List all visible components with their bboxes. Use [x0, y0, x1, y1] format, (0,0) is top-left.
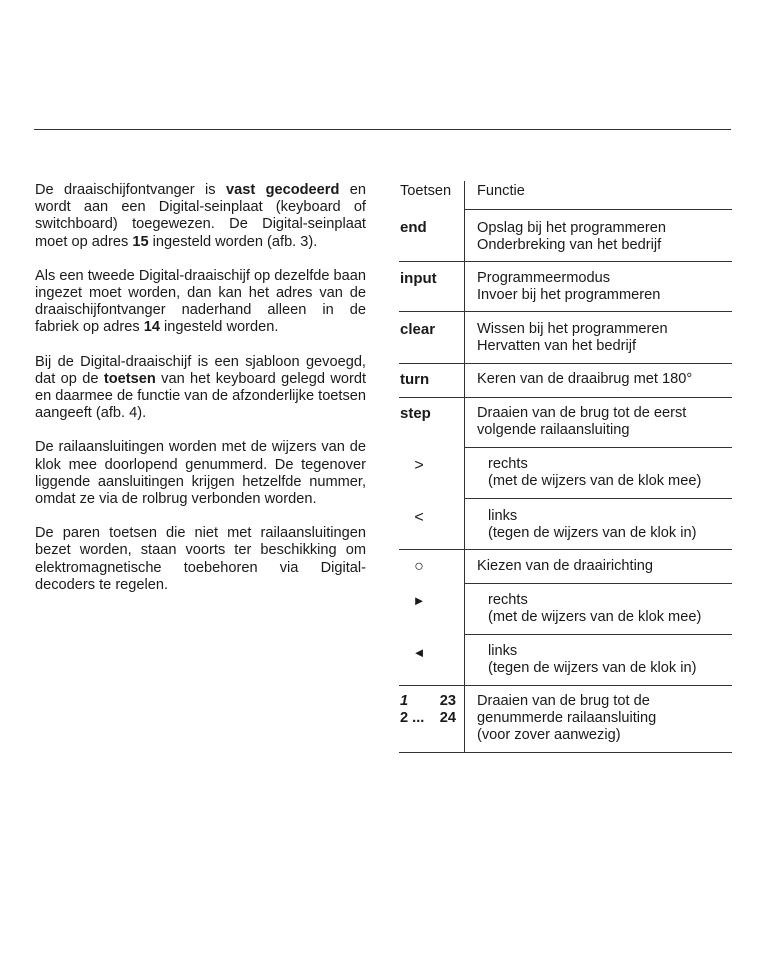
key-circle: ○	[414, 558, 424, 575]
row-rule	[399, 261, 732, 262]
key-clear: clear	[400, 321, 436, 338]
function-step: Draaien van de brug tot de eerst volgende railaansluiting	[477, 405, 687, 439]
function-turn: Keren van de draaibrug met 180°	[477, 371, 693, 387]
text-run: ingesteld worden.	[159, 319, 279, 336]
text-run: van het keyboard gelegd wordt en daarmee de functie van de afzonderlijke toetsen aangeeft (afb. 4).	[35, 370, 367, 422]
text-run: De draaischijfontvanger is	[35, 182, 226, 198]
key-left-arrow: ◄	[412, 645, 426, 660]
function-less-than: links (tegen de wijzers van de klok in)	[488, 508, 697, 542]
sub-row-rule	[465, 498, 732, 499]
body-text	[35, 182, 366, 611]
row-rule	[399, 549, 732, 550]
paragraph-spare-keys	[35, 525, 366, 594]
top-rule	[34, 129, 731, 130]
text-run: en wordt aan een Digital-seinplaat (keyboard of switchboard) toegewezen. De Digital-seinplaat moet op adres	[35, 182, 366, 250]
function-numbers: Draaien van de brug tot de genummerde railaansluiting (voor zover aanwezig)	[477, 693, 657, 744]
key-function-table	[399, 181, 732, 753]
emphasis-text: 15	[132, 233, 149, 250]
sub-row-rule	[465, 583, 732, 584]
row-rule	[399, 363, 732, 364]
function-end: Opslag bij het programmeren Onderbreking van het bedrijf	[477, 220, 666, 254]
function-clear: Wissen bij het programmeren Hervatten van het bedrijf	[477, 321, 668, 355]
text-run: Bij de Digital-draaischijf is een sjabloon gevoegd, dat op de	[35, 353, 366, 387]
text-run: De railaansluitingen worden met de wijzers van de klok mee doorlopend genummerd. De tegenover liggende aansluitingen krijgen hetzelfde nummer, omdat ze via de rolbrug verbonden worden.	[35, 439, 366, 508]
sub-row-rule	[465, 634, 732, 635]
column-divider	[464, 181, 465, 753]
key-right-arrow: ►	[412, 593, 426, 608]
key-turn: turn	[400, 371, 430, 388]
paragraph-numbering	[35, 439, 366, 508]
key-input: input	[400, 270, 437, 287]
emphasis-text: toetsen	[103, 370, 156, 387]
key-end: end	[400, 219, 427, 236]
row-rule	[399, 311, 732, 312]
text-run: ingesteld worden (afb. 3).	[148, 233, 318, 250]
header-rule	[465, 209, 732, 210]
row-rule	[399, 685, 732, 686]
function-circle: Kiezen van de draairichting	[477, 558, 654, 574]
emphasis-text: vast gecodeerd	[225, 182, 340, 198]
text-run: Als een tweede Digital-draaischijf op dezelfde baan ingezet moet worden, dan kan het adres van de draaischijfontvanger naderhand alleen in de fabriek op adres	[35, 267, 366, 336]
function-left-arrow: links (tegen de wijzers van de klok in)	[488, 643, 697, 677]
paragraph-second-turntable	[35, 268, 366, 337]
paragraph-template	[35, 354, 366, 423]
function-right-arrow: rechts (met de wijzers van de klok mee)	[488, 592, 702, 626]
key-numbers: 1 23 2 ... 24	[400, 693, 456, 726]
function-input: Programmeermodus Invoer bij het programmeren	[477, 270, 661, 304]
key-greater-than: >	[414, 457, 424, 474]
header-keys: Toetsen	[400, 183, 452, 199]
key-step: step	[400, 405, 431, 422]
row-rule	[399, 397, 732, 398]
header-function: Functie	[477, 183, 525, 199]
key-less-than: <	[414, 509, 424, 526]
emphasis-text: 14	[143, 319, 160, 336]
sub-row-rule	[465, 447, 732, 448]
paragraph-coding	[35, 182, 366, 251]
function-greater-than: rechts (met de wijzers van de klok mee)	[488, 456, 702, 490]
bottom-rule	[399, 752, 732, 753]
text-run: De paren toetsen die niet met railaansluitingen bezet worden, staan voorts ter beschikking om elektromagnetische toebehoren via Digital-decoders te regelen.	[35, 525, 366, 593]
